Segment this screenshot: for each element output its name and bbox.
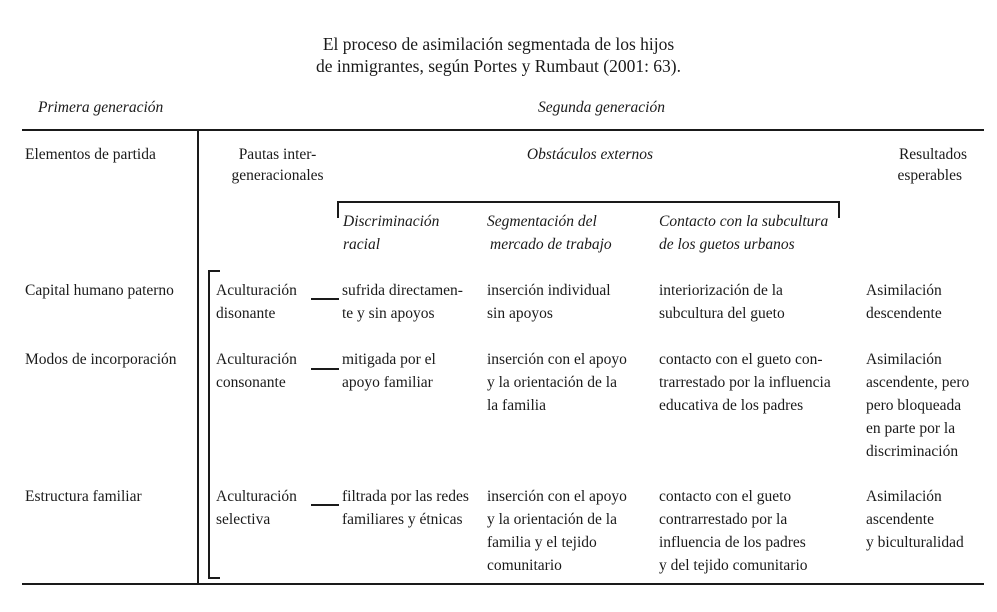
obstacles-bracket-right-tick: [838, 201, 840, 218]
row-3-connector: [311, 504, 339, 506]
row-3-contact-line-2: contrarrestado por la: [659, 511, 788, 528]
results-header-line-1: Resultados: [898, 146, 967, 163]
segmentation-header-line-1: Segmentación del: [487, 213, 597, 230]
row-1-discrimination-line-1: sufrida directamen-: [342, 282, 463, 299]
row-2-element: Modos de incorporación: [25, 351, 177, 368]
patterns-header-line-1: Pautas inter-: [238, 146, 317, 163]
row-3-discrimination-line-1: filtrada por las redes: [342, 488, 469, 505]
table-title-line-1: El proceso de asimilación segmentada de los hijos: [322, 34, 675, 54]
patterns-header-line-2: generacionales: [231, 167, 324, 184]
row-3-result-line-1: Asimilación: [866, 488, 942, 505]
row-1-result-line-1: Asimilación: [866, 282, 942, 299]
bottom-rule: [22, 583, 984, 585]
segmentation-header-line-2: mercado de trabajo: [490, 236, 612, 253]
row-1-pattern-line-2: disonante: [216, 305, 276, 322]
row-3-segmentation-line-2: y la orientación de la: [487, 511, 617, 528]
row-1-pattern-line-1: Aculturación: [216, 282, 297, 299]
discrimination-header-line-1: Discriminación: [343, 213, 440, 230]
row-1-element: Capital humano paterno: [25, 282, 174, 299]
row-1-contact-line-1: interiorización de la: [659, 282, 783, 299]
row-2-result-line-1: Asimilación: [866, 351, 942, 368]
row-3-contact-line-1: contacto con el gueto: [659, 488, 792, 505]
second-generation-header: Segunda generación: [538, 99, 665, 116]
row-2-discrimination-line-1: mitigada por el: [342, 351, 436, 368]
row-2-connector: [311, 368, 339, 370]
row-3-segmentation-line-4: comunitario: [487, 557, 562, 574]
row-3-pattern-line-1: Aculturación: [216, 488, 297, 505]
row-1-contact-line-2: subcultura del gueto: [659, 305, 785, 322]
row-1-discrimination-line-2: te y sin apoyos: [342, 305, 435, 322]
row-1-segmentation-line-1: inserción individual: [487, 282, 611, 299]
results-header-line-2: esperables: [897, 167, 962, 184]
row-3-segmentation-line-1: inserción con el apoyo: [487, 488, 627, 505]
contact-header-line-2: de los guetos urbanos: [659, 236, 795, 253]
discrimination-header-line-2: racial: [343, 236, 381, 253]
patterns-bracket-bottom-tick: [208, 577, 220, 579]
top-rule: [22, 129, 984, 131]
table-title-line-2: de inmigrantes, según Portes y Rumbaut (2001: 63).: [315, 56, 682, 76]
row-2-contact-line-3: educativa de los padres: [659, 397, 804, 414]
row-3-element: Estructura familiar: [25, 488, 142, 505]
row-1-result-line-2: descendente: [866, 305, 942, 322]
row-2-result-line-4: en parte por la: [866, 420, 956, 437]
row-3-pattern-line-2: selectiva: [216, 511, 271, 528]
patterns-bracket-line: [208, 270, 210, 578]
row-2-pattern-line-2: consonante: [216, 374, 286, 391]
row-2-result-line-2: ascendente, pero: [866, 374, 970, 391]
row-1-connector: [311, 298, 339, 300]
row-2-segmentation-line-3: la familia: [487, 397, 546, 414]
starting-elements-header: Elementos de partida: [25, 146, 156, 163]
patterns-bracket-top-tick: [208, 270, 220, 272]
row-2-result-line-5: discriminación: [866, 443, 959, 460]
row-2-discrimination-line-2: apoyo familiar: [342, 374, 433, 391]
generation-divider: [197, 129, 199, 584]
contact-header-line-1: Contacto con la subcultura: [659, 213, 829, 230]
row-2-contact-line-2: trarrestado por la influencia: [659, 374, 831, 391]
row-3-result-line-3: y biculturalidad: [866, 534, 964, 551]
row-1-segmentation-line-2: sin apoyos: [487, 305, 553, 322]
first-generation-header: Primera generación: [38, 99, 164, 116]
external-obstacles-header: Obstáculos externos: [526, 146, 654, 163]
row-2-contact-line-1: contacto con el gueto con-: [659, 351, 823, 368]
row-3-contact-line-3: influencia de los padres: [659, 534, 806, 551]
row-3-discrimination-line-2: familiares y étnicas: [342, 511, 463, 528]
obstacles-bracket-left-tick: [337, 201, 339, 218]
row-3-contact-line-4: y del tejido comunitario: [659, 557, 808, 574]
obstacles-bracket-line: [337, 201, 840, 203]
row-3-result-line-2: ascendente: [866, 511, 934, 528]
row-2-segmentation-line-1: inserción con el apoyo: [487, 351, 627, 368]
row-2-result-line-3: pero bloqueada: [866, 397, 962, 414]
row-2-segmentation-line-2: y la orientación de la: [487, 374, 617, 391]
row-2-pattern-line-1: Aculturación: [216, 351, 297, 368]
row-3-segmentation-line-3: familia y el tejido: [487, 534, 597, 551]
